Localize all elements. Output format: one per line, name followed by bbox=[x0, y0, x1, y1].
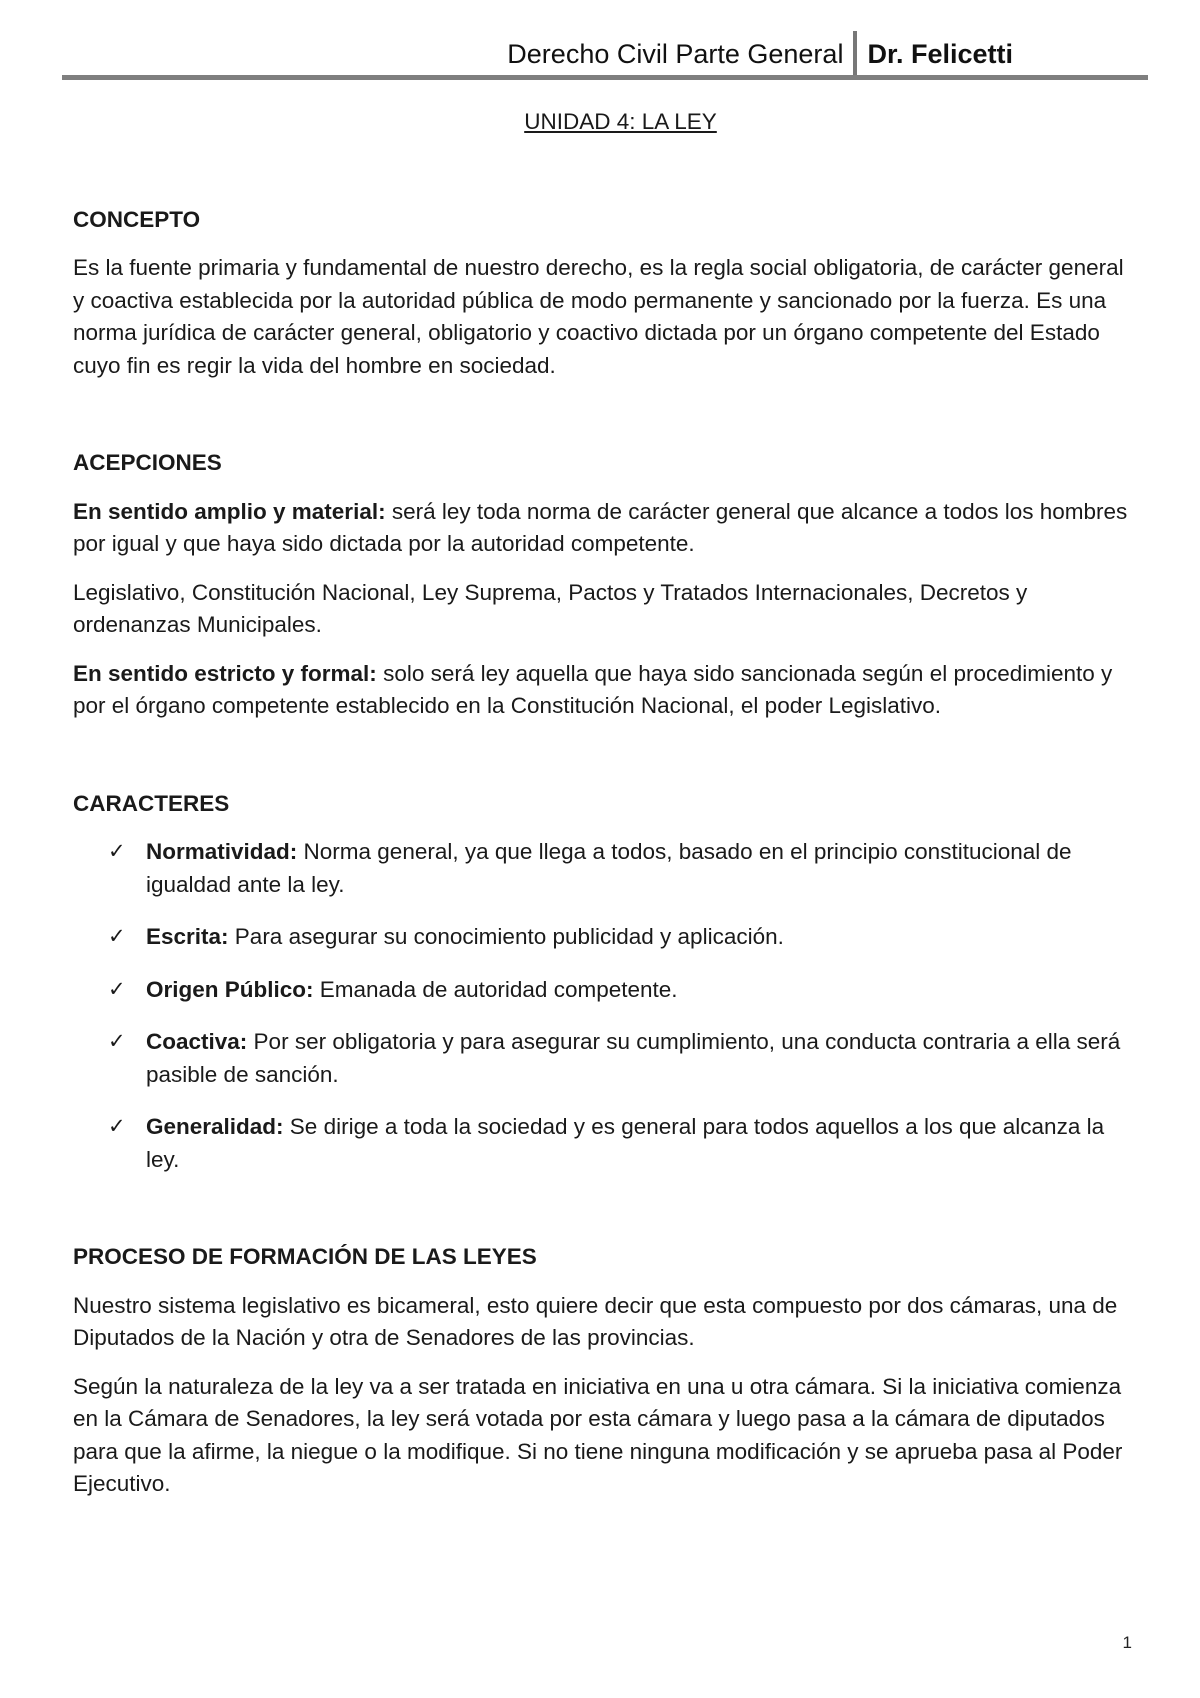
list-item bbox=[108, 921, 1133, 954]
section-heading-proceso: PROCESO DE FORMACIÓN DE LAS LEYES bbox=[73, 1244, 537, 1269]
header-text bbox=[507, 34, 1148, 74]
spacer bbox=[73, 382, 1133, 447]
list-item bbox=[108, 974, 1133, 1007]
acepcion-estricto-paragraph bbox=[73, 658, 1133, 723]
list-item bbox=[108, 1026, 1133, 1091]
header-separator bbox=[853, 31, 857, 77]
list-item bbox=[108, 1111, 1133, 1176]
checkmark-icon: ✓ bbox=[108, 1115, 126, 1138]
caracteres-list bbox=[73, 836, 1133, 1176]
document-body bbox=[73, 106, 1133, 1501]
header-author: Dr. Felicetti bbox=[867, 38, 1013, 69]
spacer bbox=[73, 820, 1133, 836]
header-course-title: Derecho Civil Parte General bbox=[507, 38, 844, 69]
page-header bbox=[62, 28, 1148, 80]
acepcion-estricto-label: En sentido estricto y formal: bbox=[73, 660, 377, 686]
acepcion-amplio-text: será ley toda norma de carácter general que alcance a todos los hombres por igual y que haya sido dictada por la autoridad competente. bbox=[73, 498, 1128, 556]
checkmark-icon: ✓ bbox=[108, 1030, 126, 1053]
unit-title: UNIDAD 4: LA LEY bbox=[524, 109, 717, 134]
spacer bbox=[73, 139, 1133, 204]
spacer bbox=[73, 723, 1133, 788]
acepcion-lista-paragraph: Legislativo, Constitución Nacional, Ley Suprema, Pactos y Tratados Internacionales, Decretos y ordenanzas Municipales. bbox=[73, 579, 1028, 637]
page-number: 1 bbox=[1122, 1633, 1132, 1652]
spacer bbox=[73, 1355, 1133, 1371]
caracter-label: Coactiva: bbox=[146, 1029, 248, 1054]
caracter-text: Se dirige a toda la sociedad y es general para todos aquellos a los que alcanza la ley. bbox=[146, 1114, 1105, 1172]
caracter-text: Por ser obligatoria y para asegurar su cumplimiento, una conducta contraria a ella será pasible de sanción. bbox=[146, 1029, 1121, 1087]
spacer bbox=[73, 236, 1133, 252]
acepcion-amplio-paragraph bbox=[73, 496, 1133, 561]
checkmark-icon: ✓ bbox=[108, 840, 126, 863]
proceso-paragraph-1: Nuestro sistema legislativo es bicameral, esto quiere decir que esta compuesto por dos cámaras, una de Diputados de la Nación y otra de Senadores de las provincias. bbox=[73, 1292, 1118, 1350]
checkmark-icon: ✓ bbox=[108, 977, 126, 1001]
spacer bbox=[73, 561, 1133, 577]
caracter-text: Para asegurar su conocimiento publicidad y aplicación. bbox=[228, 924, 784, 949]
proceso-paragraph-2: Según la naturaleza de la ley va a ser tratada en iniciativa en una u otra cámara. Si la iniciativa comienza en la Cámara de Senadores, la ley será votada por esta cámara y luego pasa a la cámara de diputados para que la afirme, la niegue o la modifique. Si no tiene ninguna modificación y se aprueba pasa al Poder Ejecutivo. bbox=[73, 1373, 1123, 1496]
list-item bbox=[108, 836, 1133, 901]
section-heading-concepto: CONCEPTO bbox=[73, 206, 201, 232]
caracter-label: Escrita: bbox=[146, 924, 229, 949]
checkmark-icon: ✓ bbox=[108, 925, 126, 948]
spacer bbox=[73, 480, 1133, 496]
section-heading-caracteres: CARACTERES bbox=[73, 790, 230, 816]
caracter-label: Origen Público: bbox=[146, 976, 314, 1002]
spacer bbox=[73, 1274, 1133, 1290]
caracter-text: Emanada de autoridad competente. bbox=[313, 976, 678, 1002]
spacer bbox=[73, 642, 1133, 658]
section-heading-acepciones: ACEPCIONES bbox=[73, 450, 222, 475]
acepcion-amplio-label: En sentido amplio y material: bbox=[73, 498, 386, 524]
spacer bbox=[73, 1196, 1133, 1241]
caracter-text: Norma general, ya que llega a todos, basado en el principio constitucional de igualdad ante la ley. bbox=[146, 839, 1072, 897]
caracter-label: Normatividad: bbox=[146, 839, 298, 864]
acepcion-estricto-text: solo será ley aquella que haya sido sancionada según el procedimiento y por el órgano competente establecido en la Constitución Nacional, el poder Legislativo. bbox=[73, 660, 1113, 718]
caracter-label: Generalidad: bbox=[146, 1114, 284, 1139]
concepto-paragraph: Es la fuente primaria y fundamental de nuestro derecho, es la regla social obligatoria, de carácter general y coactiva establecida por la autoridad pública de modo permanente y sancionado por la fuerza. Es una norma jurídica de carácter general, obligatorio y coactivo dictada por un órgano competente del Estado cuyo fin es regir la vida del hombre en sociedad. bbox=[73, 255, 1124, 378]
header-rule bbox=[62, 75, 1148, 80]
